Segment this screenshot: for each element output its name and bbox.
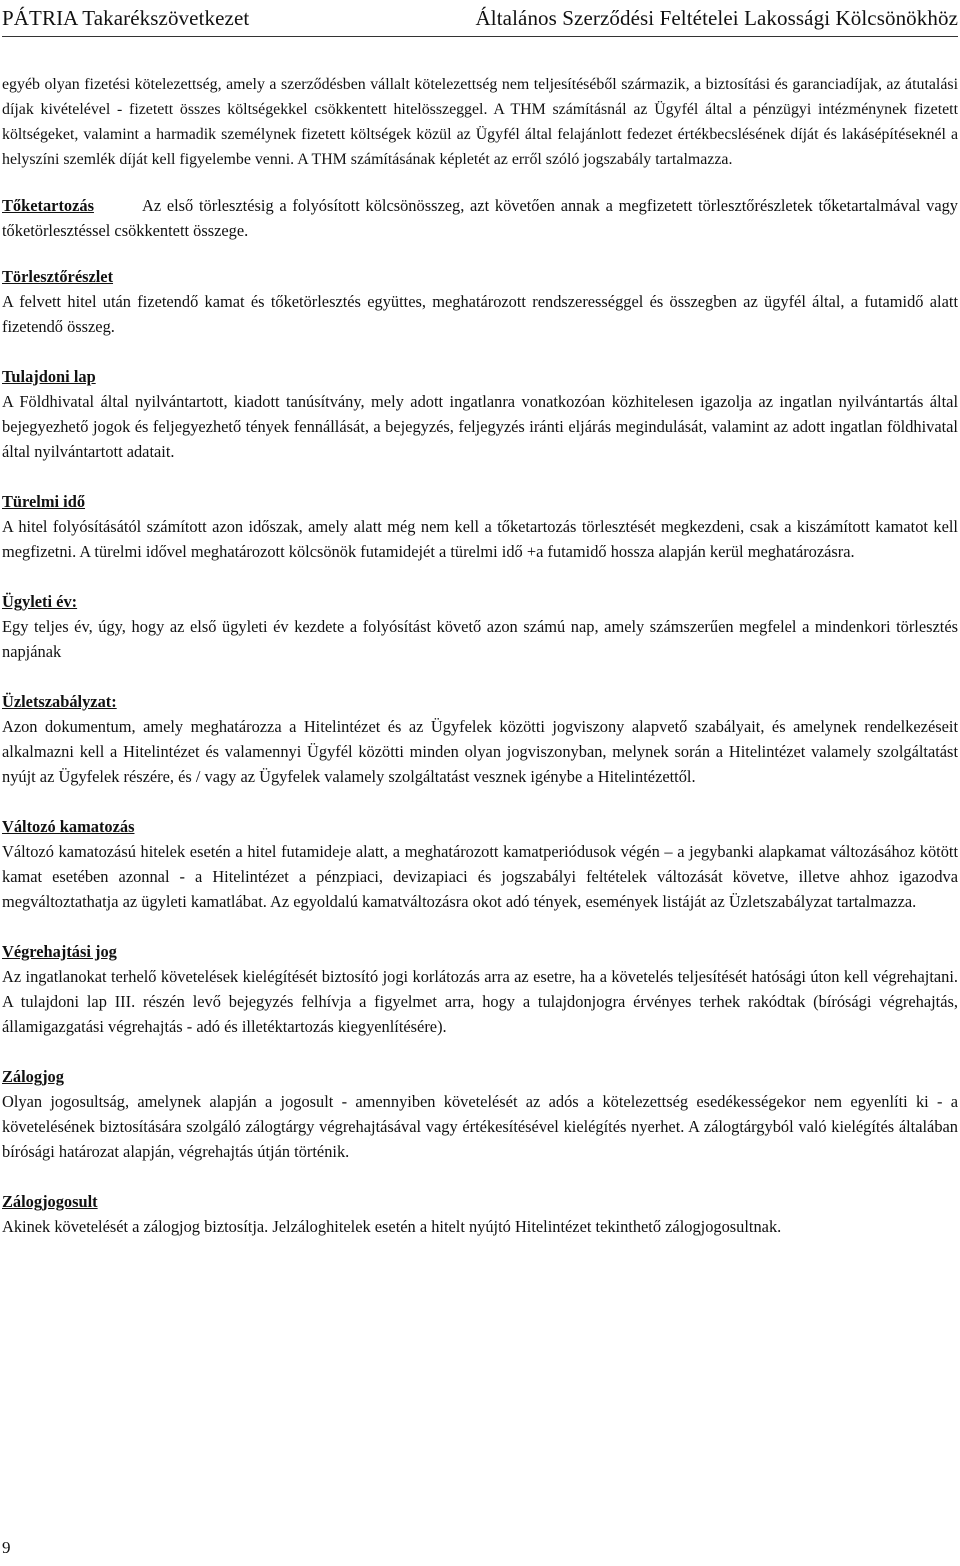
definition-text: Változó kamatozású hitelek esetén a hitel futamideje alatt, a meghatározott kamatperiódusok végén – a jegybanki alapkamat változásához kötött kamat esetében azonnal - a Hitelintézet a pénzpiaci, devizapiaci és jogszabályi feltételek változását követve, illetve ahhoz igazodva megváltoztathatja az ügyleti kamatlábat. Az egyoldalú kamatváltozásra okot adó tények, események listáját az Üzletszabályzat tartalmazza. [2,842,958,911]
term-uzletszabalyzat: Üzletszabályzat: [2,692,117,711]
definition-toketartozas [2,193,958,243]
term-valtozo-kamatozas: Változó kamatozás [2,817,135,836]
definition-turelmi-ido [2,489,958,564]
definition-zalogjogosult [2,1189,958,1239]
definition-valtozo-kamatozas [2,814,958,914]
header-document-title: Általános Szerződési Feltételei Lakossági Kölcsönökhöz [475,6,958,30]
term-vegrehajtasi-jog: Végrehajtási jog [2,942,117,961]
definition-text: Olyan jogosultság, amelynek alapján a jogosult - amennyiben követelését az adós a kötelezettség esedékességekor nem egyenlíti ki - a követelésének biztosítására szolgáló zálogtárgy végrehajtásával vagy értékesítésével kielégítés nyerhet. A zálogtárgyból való kielégítés általában bírósági határozat alapján, végrehajtás útján történik. [2,1092,958,1161]
header-institution: PÁTRIA Takarékszövetkezet [2,6,250,30]
definition-tulajdoni-lap [2,364,958,464]
term-ugyleti-ev: Ügyleti év: [2,592,78,611]
definition-text: Azon dokumentum, amely meghatározza a Hitelintézet és az Ügyfelek közötti jogviszony alapvető szabályait, és amelynek rendelkezéseit alkalmazni kell a Hitelintézet és valamennyi Ügyfél közötti minden olyan jogviszonyban, melynek során a Hitelintézet valamely szolgáltatást nyújt az Ügyfelek részére, és / vagy az Ügyfelek valamely szolgáltatást vesznek igénybe a Hitelintézettől. [2,717,958,786]
definition-text: Akinek követelését a zálogjog biztosítja. Jelzáloghitelek esetén a hitelt nyújtó Hitelintézet tekinthető zálogjogosultnak. [2,1217,782,1236]
term-zalogjog: Zálogjog [2,1067,64,1086]
definition-toketartozas-text: Az első törlesztésig a folyósított kölcsönösszeg, azt követően annak a megfizetett törlesztőrészletek tőketartalmával vagy tőketörlesztéssel csökkentett összege. [2,196,958,240]
definition-text: Egy teljes év, úgy, hogy az első ügyleti év kezdete a folyósítást követő azon számú nap, amely számszerűen megfelel a mindenkori törlesztés napjának [2,617,958,661]
definition-text: A hitel folyósításától számított azon időszak, amely alatt még nem kell a tőketartozás törlesztését megkezdeni, csak a kiszámított kamatot kell megfizetni. A türelmi idővel meghatározott kölcsönök futamidejét a türelmi idő +a futamidő hossza alapján kerül meghatározásra. [2,517,958,561]
page-header [2,6,958,37]
definition-text: Az ingatlanokat terhelő követelések kielégítését biztosító jogi korlátozás arra az esetre, ha a követelés teljesítését hatósági úton kell végrehajtani. A tulajdoni lap III. részén levő bejegyzés felhívja a figyelmet arra, hogy a tulajdonjogra érvényes terhek rakódtak (bírósági végrehajtás, államigazgatási végrehajtás - adó és illetéktartozás kiegyenlítésére). [2,967,958,1036]
term-zalogjogosult: Zálogjogosult [2,1192,98,1211]
term-tulajdoni-lap: Tulajdoni lap [2,367,96,386]
term-torlesztoreszlet: Törlesztőrészlet [2,267,114,286]
term-toketartozas: Tőketartozás [2,196,94,215]
definition-text: A felvett hitel után fizetendő kamat és tőketörlesztés együttes, meghatározott rendszerességgel és összegben az ügyfél által, a futamidő alatt fizetendő összeg. [2,292,958,336]
page-content [2,72,958,1239]
definition-text: A Földhivatal által nyilvántartott, kiadott tanúsítvány, mely adott ingatlanra vonatkozóan közhitelesen igazolja az ingatlan nyilvántartás által bejegyezhető jogok és feljegyezhető tények fennállását, a bejegyzés, feljegyzés iránti eljárás megindulását, valamint az adott ingatlan földhivatal által nyilvántartott adatait. [2,392,958,461]
definition-torlesztoreszlet [2,264,958,339]
term-turelmi-ido: Türelmi idő [2,492,86,511]
intro-paragraph: egyéb olyan fizetési kötelezettség, amely a szerződésben vállalt kötelezettség nem teljesítéséből származik, a biztosítási és garanciadíjak, az átutalási díjak kivételével - fizetett összes költségekkel csökkentett hitelösszeggel. A THM számításnál az Ügyfél által a pénzügyi intézménynek fizetett költségeket, valamint a harmadik személynek fizetett költségek közül az Ügyfél által felajánlott fedezet értékbecslésének díját és lakásépítéseknél a helyszíni szemlék díját kell figyelembe venni. A THM számításának képletét az erről szóló jogszabály tartalmazza. [2,76,958,168]
definition-uzletszabalyzat [2,689,958,789]
page-number: 9 [2,1538,11,1557]
definition-zalogjog [2,1064,958,1164]
definition-vegrehajtasi-jog [2,939,958,1039]
definition-ugyleti-ev [2,589,958,664]
